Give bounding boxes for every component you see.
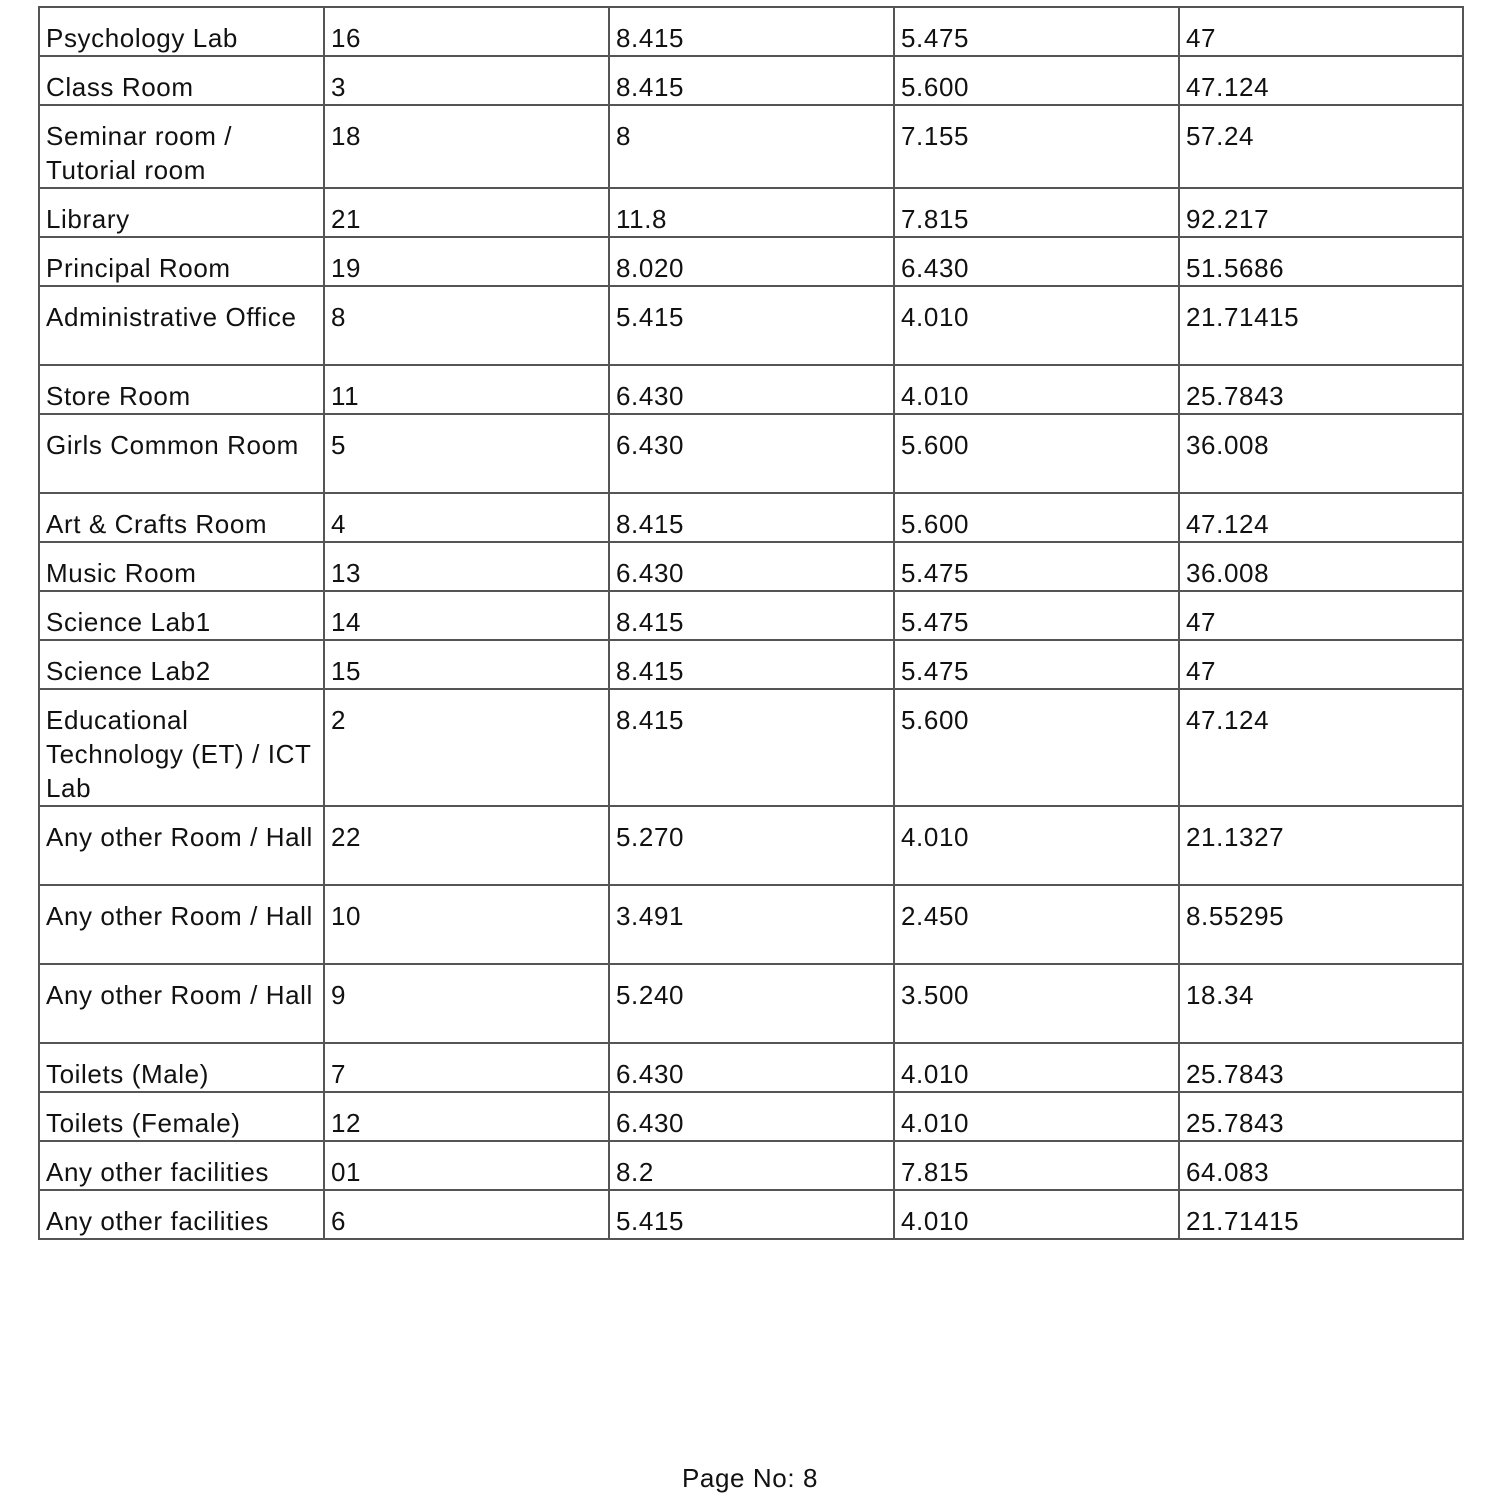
- breadth-cell: 5.475: [894, 591, 1179, 640]
- room-number-cell: 10: [324, 885, 609, 964]
- room-number-cell: 3: [324, 56, 609, 105]
- room-number-cell: 19: [324, 237, 609, 286]
- breadth-cell: 5.475: [894, 7, 1179, 56]
- page-number: Page No: 8: [681, 1463, 819, 1493]
- area-cell: 36.008: [1179, 414, 1463, 493]
- area-cell: 25.7843: [1179, 365, 1463, 414]
- room-name-cell: Science Lab1: [39, 591, 324, 640]
- breadth-cell: 5.600: [894, 493, 1179, 542]
- breadth-cell: 4.010: [894, 1043, 1179, 1092]
- area-cell: 47.124: [1179, 689, 1463, 806]
- breadth-cell: 4.010: [894, 286, 1179, 365]
- length-cell: 5.415: [609, 286, 894, 365]
- table-row: [39, 542, 1463, 591]
- room-name-cell: Library: [39, 188, 324, 237]
- breadth-cell: 6.430: [894, 237, 1179, 286]
- breadth-cell: 7.155: [894, 105, 1179, 188]
- breadth-cell: 5.475: [894, 542, 1179, 591]
- length-cell: 8.415: [609, 689, 894, 806]
- length-cell: 8.415: [609, 493, 894, 542]
- breadth-cell: 4.010: [894, 806, 1179, 885]
- room-name-cell: Toilets (Female): [39, 1092, 324, 1141]
- room-table-body: [39, 7, 1463, 1239]
- room-name-cell: Seminar room / Tutorial room: [39, 105, 324, 188]
- table-row: [39, 1190, 1463, 1239]
- table-row: [39, 188, 1463, 237]
- length-cell: 6.430: [609, 414, 894, 493]
- area-cell: 64.083: [1179, 1141, 1463, 1190]
- breadth-cell: 7.815: [894, 188, 1179, 237]
- room-number-cell: 5: [324, 414, 609, 493]
- room-number-cell: 14: [324, 591, 609, 640]
- length-cell: 6.430: [609, 1043, 894, 1092]
- length-cell: 8: [609, 105, 894, 188]
- area-cell: 36.008: [1179, 542, 1463, 591]
- table-row: [39, 885, 1463, 964]
- room-name-cell: Any other Room / Hall: [39, 885, 324, 964]
- room-number-cell: 4: [324, 493, 609, 542]
- room-name-cell: Music Room: [39, 542, 324, 591]
- table-row: [39, 806, 1463, 885]
- table-row: [39, 1043, 1463, 1092]
- area-cell: 51.5686: [1179, 237, 1463, 286]
- breadth-cell: 5.600: [894, 689, 1179, 806]
- room-name-cell: Principal Room: [39, 237, 324, 286]
- table-row: [39, 237, 1463, 286]
- length-cell: 6.430: [609, 365, 894, 414]
- breadth-cell: 5.600: [894, 414, 1179, 493]
- length-cell: 5.415: [609, 1190, 894, 1239]
- breadth-cell: 4.010: [894, 365, 1179, 414]
- table-row: [39, 964, 1463, 1043]
- breadth-cell: 4.010: [894, 1092, 1179, 1141]
- room-number-cell: 15: [324, 640, 609, 689]
- length-cell: 8.020: [609, 237, 894, 286]
- area-cell: 57.24: [1179, 105, 1463, 188]
- length-cell: 8.415: [609, 56, 894, 105]
- table-row: [39, 689, 1463, 806]
- table-row: [39, 414, 1463, 493]
- room-name-cell: Administrative Office: [39, 286, 324, 365]
- area-cell: 8.55295: [1179, 885, 1463, 964]
- area-cell: 47: [1179, 591, 1463, 640]
- length-cell: 8.415: [609, 591, 894, 640]
- area-cell: 47.124: [1179, 56, 1463, 105]
- table-row: [39, 105, 1463, 188]
- table-row: [39, 591, 1463, 640]
- area-cell: 21.71415: [1179, 1190, 1463, 1239]
- room-number-cell: 22: [324, 806, 609, 885]
- length-cell: 11.8: [609, 188, 894, 237]
- room-name-cell: Art & Crafts Room: [39, 493, 324, 542]
- table-row: [39, 7, 1463, 56]
- area-cell: 21.1327: [1179, 806, 1463, 885]
- room-name-cell: Science Lab2: [39, 640, 324, 689]
- breadth-cell: 5.475: [894, 640, 1179, 689]
- length-cell: 5.270: [609, 806, 894, 885]
- room-number-cell: 7: [324, 1043, 609, 1092]
- length-cell: 6.430: [609, 542, 894, 591]
- table-row: [39, 493, 1463, 542]
- room-name-cell: Class Room: [39, 56, 324, 105]
- length-cell: 8.415: [609, 640, 894, 689]
- area-cell: 92.217: [1179, 188, 1463, 237]
- area-cell: 47.124: [1179, 493, 1463, 542]
- room-number-cell: 9: [324, 964, 609, 1043]
- room-name-cell: Any other facilities: [39, 1141, 324, 1190]
- room-number-cell: 11: [324, 365, 609, 414]
- area-cell: 21.71415: [1179, 286, 1463, 365]
- room-number-cell: 16: [324, 7, 609, 56]
- length-cell: 5.240: [609, 964, 894, 1043]
- table-row: [39, 640, 1463, 689]
- room-name-cell: Psychology Lab: [39, 7, 324, 56]
- area-cell: 25.7843: [1179, 1092, 1463, 1141]
- room-dimensions-table: [38, 6, 1464, 1240]
- room-number-cell: 18: [324, 105, 609, 188]
- area-cell: 47: [1179, 7, 1463, 56]
- room-name-cell: Any other facilities: [39, 1190, 324, 1239]
- length-cell: 8.415: [609, 7, 894, 56]
- breadth-cell: 2.450: [894, 885, 1179, 964]
- area-cell: 47: [1179, 640, 1463, 689]
- room-name-cell: Any other Room / Hall: [39, 964, 324, 1043]
- table-row: [39, 1092, 1463, 1141]
- table-row: [39, 365, 1463, 414]
- room-number-cell: 12: [324, 1092, 609, 1141]
- room-name-cell: Girls Common Room: [39, 414, 324, 493]
- room-name-cell: Store Room: [39, 365, 324, 414]
- room-name-cell: Any other Room / Hall: [39, 806, 324, 885]
- length-cell: 6.430: [609, 1092, 894, 1141]
- room-number-cell: 21: [324, 188, 609, 237]
- area-cell: 18.34: [1179, 964, 1463, 1043]
- breadth-cell: 3.500: [894, 964, 1179, 1043]
- breadth-cell: 4.010: [894, 1190, 1179, 1239]
- room-number-cell: 6: [324, 1190, 609, 1239]
- room-name-cell: Educational Technology (ET) / ICT Lab: [39, 689, 324, 806]
- table-row: [39, 286, 1463, 365]
- length-cell: 3.491: [609, 885, 894, 964]
- room-name-cell: Toilets (Male): [39, 1043, 324, 1092]
- area-cell: 25.7843: [1179, 1043, 1463, 1092]
- room-number-cell: 8: [324, 286, 609, 365]
- table-row: [39, 1141, 1463, 1190]
- room-number-cell: 13: [324, 542, 609, 591]
- breadth-cell: 7.815: [894, 1141, 1179, 1190]
- breadth-cell: 5.600: [894, 56, 1179, 105]
- room-number-cell: 2: [324, 689, 609, 806]
- table-row: [39, 56, 1463, 105]
- room-number-cell: 01: [324, 1141, 609, 1190]
- length-cell: 8.2: [609, 1141, 894, 1190]
